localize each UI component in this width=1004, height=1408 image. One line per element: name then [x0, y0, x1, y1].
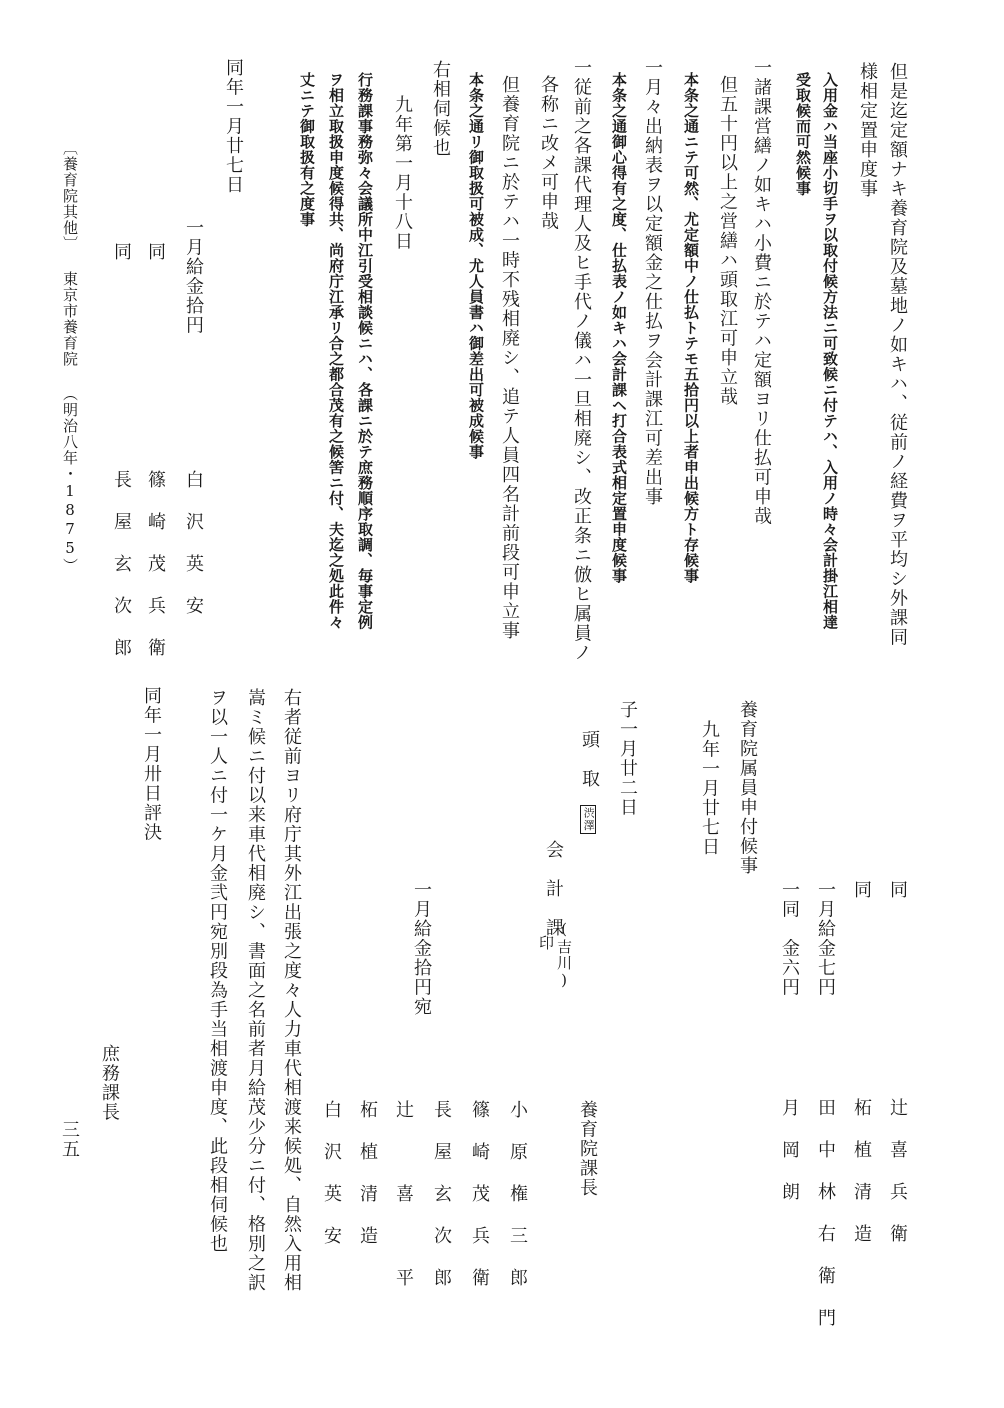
upper-line-11: 各称ニ改メ可申哉 — [538, 75, 559, 231]
mid-date-2: 子一月廿二日 — [617, 700, 638, 817]
kaikei-label: 会 計 課 — [543, 840, 564, 938]
right-salary-7: 一月給金七円 — [815, 880, 836, 997]
right-dou-2: 同 — [851, 880, 872, 900]
upper-line-18: 丈ニテ御取扱有之度事 — [298, 72, 316, 227]
mid-name-5: 柘 植 清 造 — [357, 1100, 378, 1246]
kaikei-seal: (吉川) — [555, 920, 573, 990]
bottom-line-2: 嵩ミ候ニ付以来車代相廃シ、書面之名前者月給茂少分ニ付、格別之訳 — [245, 688, 266, 1293]
mid-name-1: 小 原 権 三 郎 — [507, 1100, 528, 1288]
chief-title: 庶務課長 — [99, 1044, 120, 1122]
left-date: 同年一月廿七日 — [223, 58, 244, 195]
mid-name-2: 篠 崎 茂 兵 衛 — [469, 1100, 490, 1288]
head-seal: 渋澤 — [580, 805, 596, 834]
upper-line-2: 様相定置申度事 — [857, 62, 878, 199]
mid-title: 養育院属員申付候事 — [737, 700, 758, 876]
right-name-4: 月 岡 朗 — [779, 1098, 800, 1202]
left-name-2: 篠 崎 茂 兵 衛 — [145, 470, 166, 658]
upper-line-3: 入用金ハ当座小切手ヲ以取付候方法ニ可致候ニ付テハ、入用ノ時々会計掛江相達 — [821, 72, 839, 630]
bottom-line-3: ヲ以一人ニ付一ケ月金弐円宛別段為手当相渡申度、此段相伺候也 — [207, 688, 228, 1254]
right-dou-1: 同 — [887, 880, 908, 900]
page-number: 三五 — [59, 1120, 80, 1159]
left-salary: 一月給金拾円 — [183, 218, 204, 335]
upper-line-17: ヲ相立取扱申度候得共、尚府庁江承リ合之都合茂有之候筈ニ付、夫迄之処此件々 — [327, 72, 345, 630]
mid-name-3: 長 屋 玄 次 郎 — [431, 1100, 452, 1288]
upper-line-14: 右相伺候也 — [430, 60, 451, 158]
upper-line-5: 一諸課営繕ノ如キハ小費ニ於テハ定額ヨリ仕払可申哉 — [751, 58, 772, 526]
upper-line-6: 但五十円以上之営繕ハ頭取江可申立哉 — [717, 75, 738, 407]
upper-line-10: 一従前之各課代理人及ヒ手代ノ儀ハ一旦相廃シ、改正条ニ倣ヒ属員ノ — [571, 58, 592, 663]
right-salary-6: 一同 金六円 — [779, 880, 800, 997]
upper-line-15: 九年第一月十八日 — [392, 95, 413, 251]
upper-line-7: 本条之通ニテ可然、尤定額中ノ仕払トテモ五拾円以上者申出候方ト存候事 — [682, 72, 700, 584]
left-name-1: 白 沢 英 安 — [183, 470, 204, 616]
head-title: 頭 取 — [579, 730, 600, 789]
bottom-line-1: 右者従前ヨリ府庁其外江出張之度々人力車代相渡来候処、自然入用相 — [281, 688, 302, 1293]
mid-salary: 一月給金拾円宛 — [411, 880, 432, 1017]
section-head: 養育院課長 — [577, 1100, 598, 1198]
mid-date-1: 九年一月廿七日 — [699, 720, 720, 857]
right-name-3: 田 中 林 右 衛 門 — [815, 1098, 836, 1328]
upper-line-4: 受取候而可然候事 — [794, 72, 812, 196]
source-note: 〔養育院其他〕 東京市養育院 （明治八年・1875） — [61, 140, 79, 574]
kaikei-mark: 印 — [537, 935, 555, 951]
mid-name-6: 白 沢 英 安 — [321, 1100, 342, 1246]
right-name-1: 辻 喜 兵 衛 — [887, 1098, 908, 1244]
upper-line-1: 但是迄定額ナキ養育院及墓地ノ如キハ、従前ノ経費ヲ平均シ外課同 — [887, 62, 908, 647]
left-name-3: 長 屋 玄 次 郎 — [111, 470, 132, 658]
upper-line-9: 本条之通御心得有之度、仕払表ノ如キハ会計課ヘ打合表式相定置申度候事 — [610, 72, 628, 584]
left-dou-2: 同 — [111, 242, 132, 262]
upper-line-13: 本条之通リ御取扱可被成、尤人員書ハ御差出可被成候事 — [467, 72, 485, 460]
upper-line-16: 行務課事務弥々会議所中江引受相談候ニハ、各課ニ於テ庶務順序取調、毎事定例 — [356, 72, 374, 630]
upper-line-12: 但養育院ニ於テハ一時不残相廃シ、追テ人員四名計前段可申立事 — [499, 75, 520, 641]
right-name-2: 柘 植 清 造 — [851, 1098, 872, 1244]
decision-date: 同年一月卅日評決 — [141, 686, 162, 842]
mid-name-4: 辻 喜 平 — [393, 1100, 414, 1288]
left-dou-1: 同 — [145, 242, 166, 262]
upper-line-8: 一月々出納表ヲ以定額金之仕払ヲ会計課江可差出事 — [642, 58, 663, 507]
